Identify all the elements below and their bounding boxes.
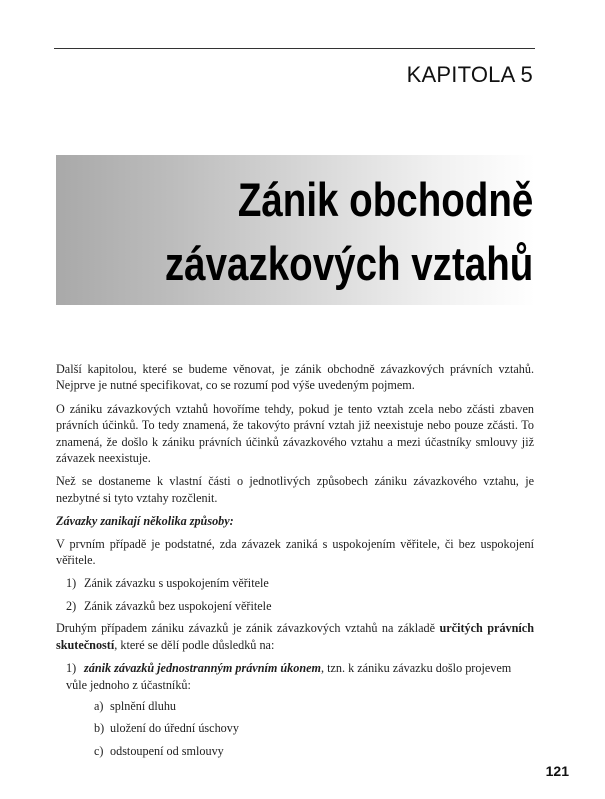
list-item-text: uložení do úřední úschovy — [110, 721, 239, 736]
bold-term: určitých právních skutečností — [56, 621, 534, 652]
list-letter: a) — [94, 698, 104, 713]
paragraph: Než se dostaneme k vlastní části o jednotlivých způsobech zániku závazkového vztahu, je nezbytné si tyto vztahy rozčlenit. — [56, 474, 534, 505]
list-item — [94, 720, 534, 736]
section-heading: Závazky zanikají několika způsoby: — [56, 514, 234, 529]
chapter-label: KAPITOLA 5 — [406, 62, 533, 87]
list-letter: c) — [94, 743, 104, 758]
chapter-title-line-2: závazkových vztahů — [164, 237, 533, 290]
list-number: 1) — [66, 576, 77, 591]
paragraph: Další kapitolou, které se budeme věnovat, je zánik obchodně závazkových právních vztahů. Nejprve je nutné specifikovat, co se rozumí pod výše uvedeným pojmem. — [56, 362, 534, 393]
chapter-title-line-1: Zánik obchodně — [237, 173, 533, 226]
list-item — [94, 743, 534, 759]
list-item-text: Zánik závazku s uspokojením věřitele — [84, 576, 269, 591]
list-item — [94, 698, 534, 714]
paragraph-text: , které se dělí podle důsledků na: — [114, 637, 275, 652]
list-item — [56, 660, 534, 759]
paragraph: O zániku závazkových vztahů hovoříme tehdy, pokud je tento vztah zcela nebo zčásti zbaven právních účinků. To tedy znamená, že takovýto právní vztah již neexistuje nebo pouze zčásti. To znamená, že došlo k zániku právních účinků závazkového vztahu a mezi účastníky smlouvy již závazek neexistuje. — [56, 401, 534, 466]
chapter-title — [165, 168, 533, 296]
list-number: 1) — [66, 661, 77, 676]
list-item — [56, 575, 534, 591]
list-item — [56, 598, 534, 614]
paragraph — [56, 620, 534, 653]
header-rule — [54, 48, 535, 49]
lettered-list — [66, 698, 534, 759]
paragraph-text: Druhým případem zániku závazků je zánik závazkových vztahů na základě — [56, 621, 440, 636]
bold-italic-term: zánik závazků jednostranným právním úkonem — [84, 661, 322, 676]
list-number: 2) — [66, 598, 77, 613]
page-number: 121 — [545, 763, 569, 779]
list-item-text: splnění dluhu — [110, 698, 177, 713]
list-item-text: Zánik závazků bez uspokojení věřitele — [84, 598, 272, 613]
list-letter: b) — [94, 721, 105, 736]
body-text — [56, 361, 534, 765]
numbered-list — [56, 575, 534, 614]
list-item-text: odstoupení od smlouvy — [110, 743, 224, 758]
list-item-text: , tzn. k zániku závazku došlo projevem vůle jednoho z účastníků: — [66, 661, 512, 692]
paragraph: V prvním případě je podstatné, zda závazek zaniká s uspokojením věřitele, či bez uspokojení věřitele. — [56, 536, 534, 568]
